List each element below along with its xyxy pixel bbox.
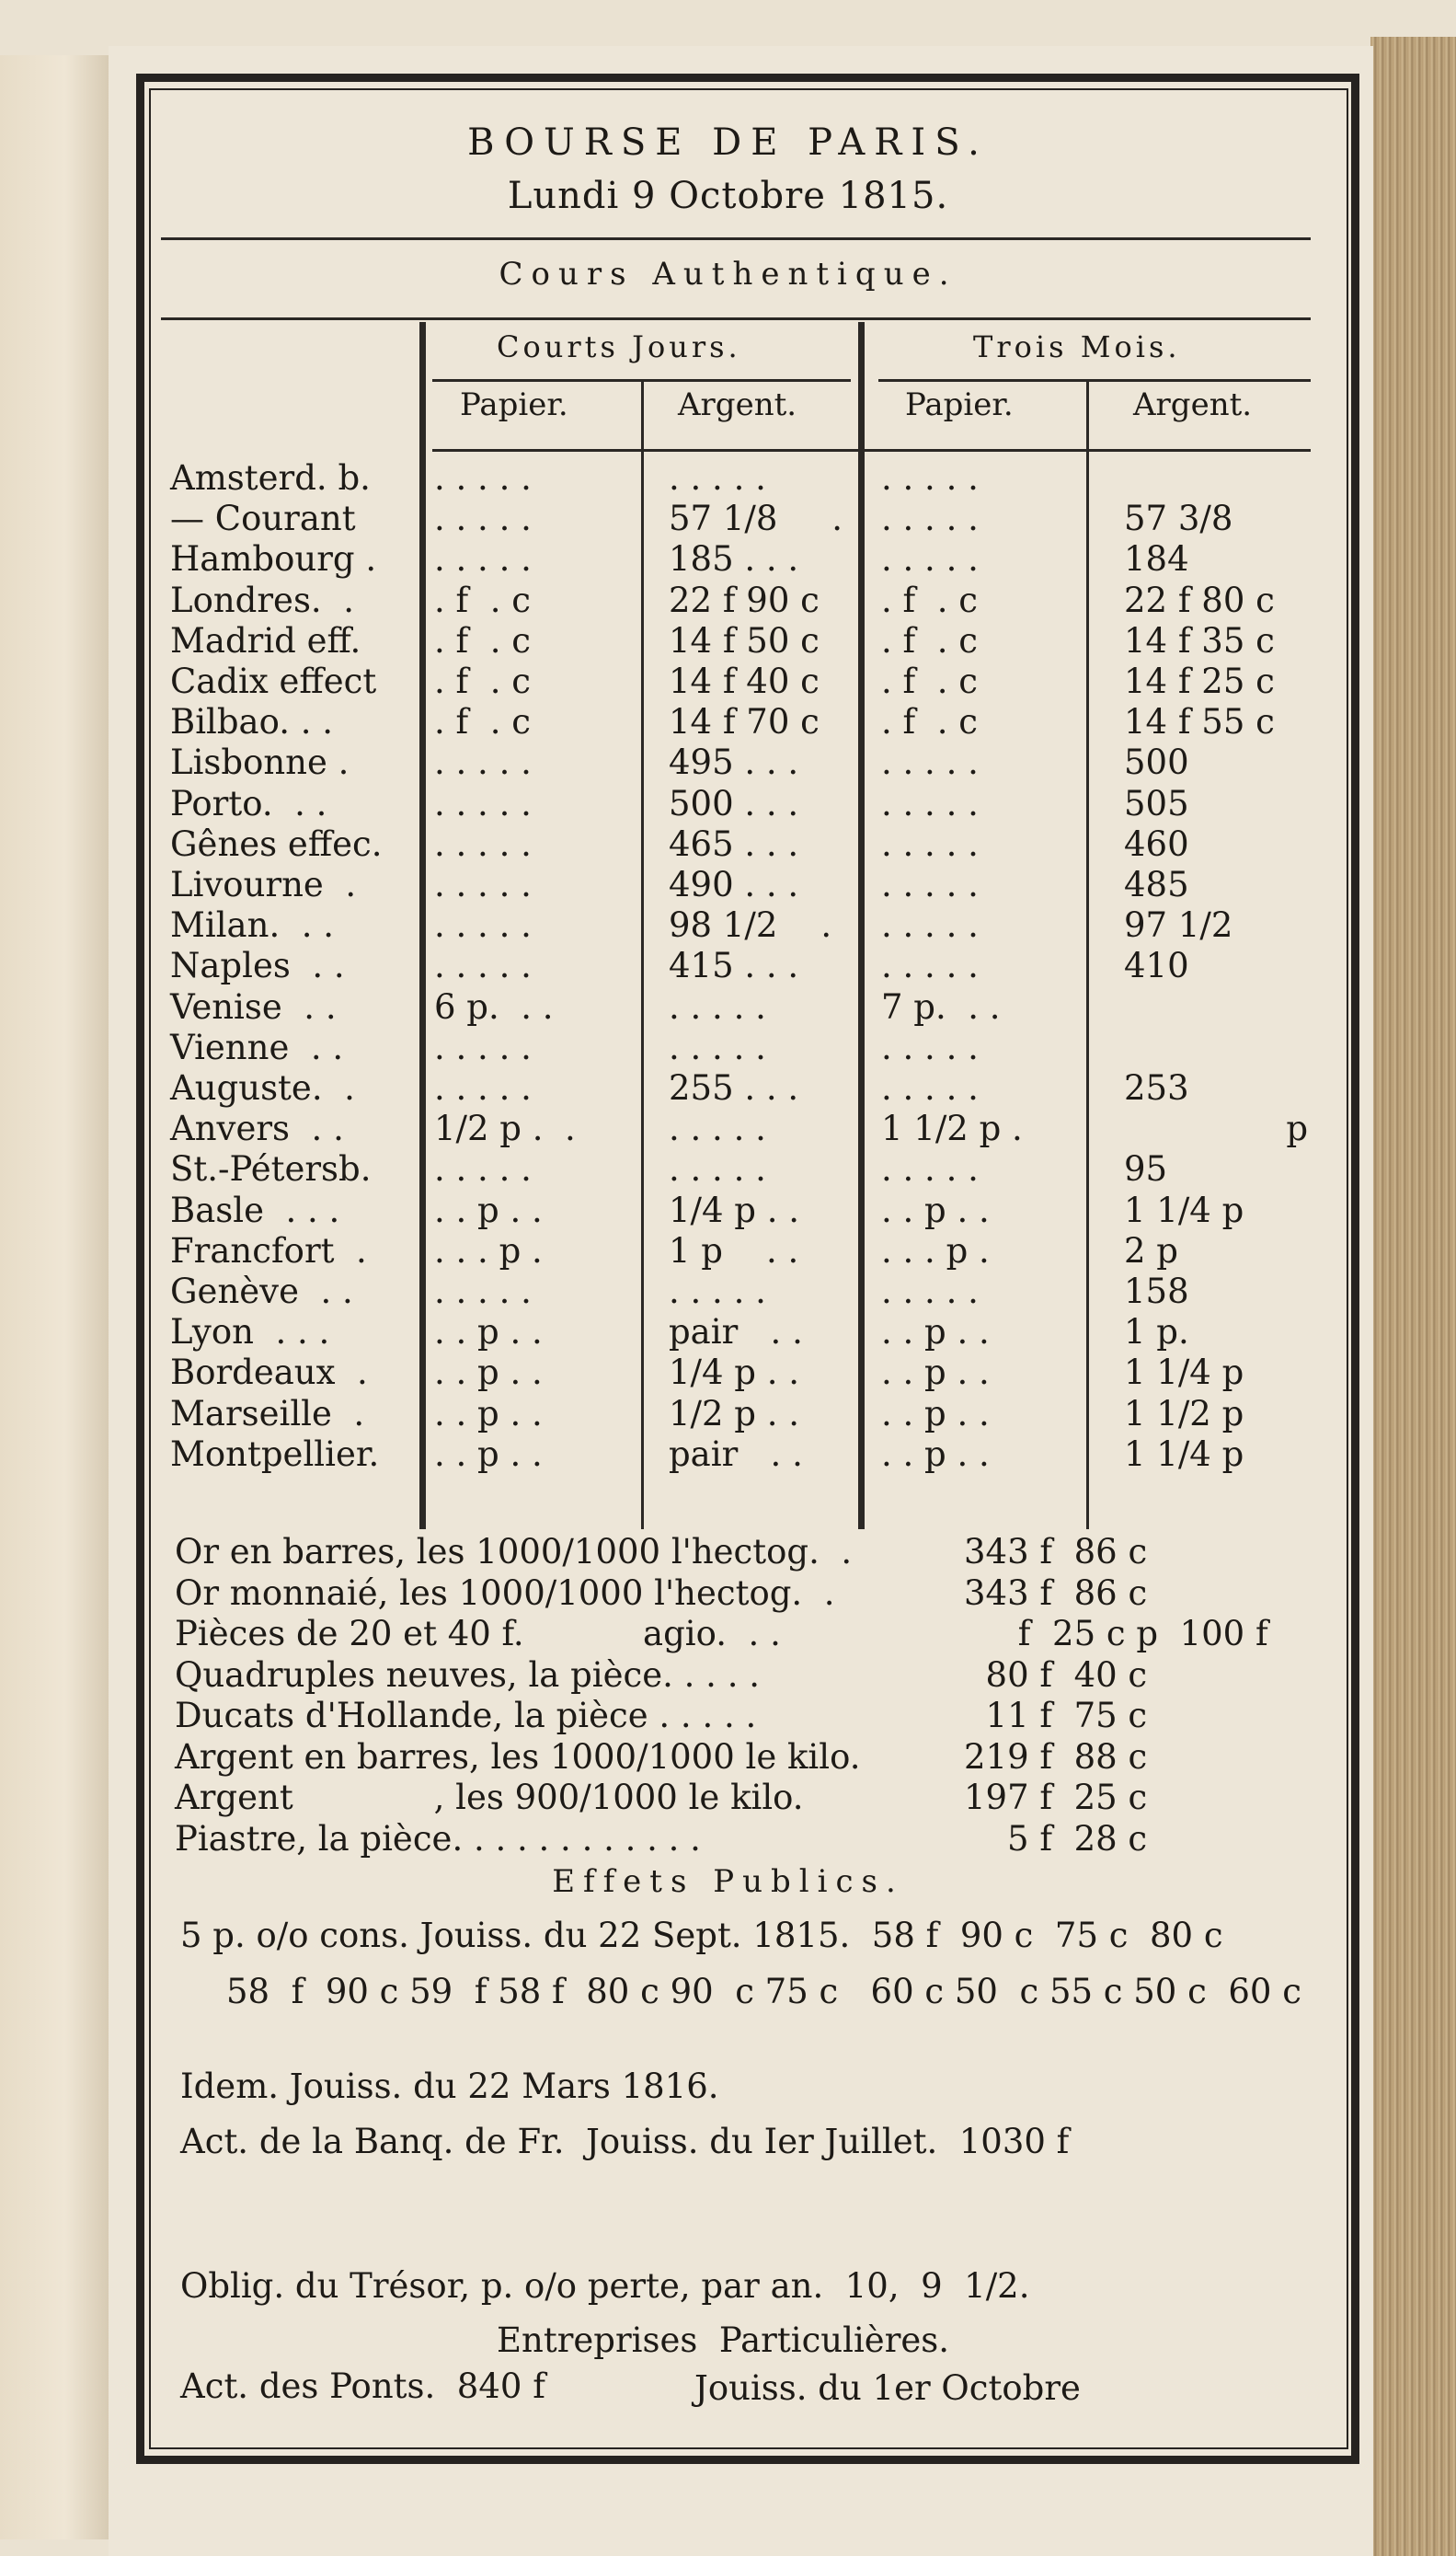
- row-tm-papier: . . . . .: [881, 458, 979, 498]
- section-cours-authentique: Cours Authentique.: [499, 256, 957, 293]
- row-tm-papier: . . . . .: [881, 865, 979, 904]
- idem-line: Idem. Jouiss. du 22 Mars 1816.: [180, 2067, 719, 2106]
- act-ponts-line: Act. des Ponts. 840 f: [180, 2366, 545, 2406]
- row-tm-argent: 158: [1124, 1272, 1189, 1311]
- row-cj-argent: . . . . .: [669, 1272, 766, 1311]
- row-cj-argent: 98 1/2 .: [669, 905, 832, 946]
- row-cj-argent: 1/4 p . .: [669, 1190, 800, 1230]
- row-tm-papier: 1 1/2 p .: [881, 1109, 1023, 1149]
- row-tm-papier: . . . . .: [881, 1027, 979, 1067]
- cours-rule: [161, 317, 1311, 320]
- group-courts-jours: Courts Jours.: [497, 329, 741, 364]
- group-trois-mois: Trois Mois.: [973, 329, 1181, 364]
- date-line: Lundi 9 Octobre 1815.: [507, 175, 949, 217]
- row-cj-argent: 185 . . .: [669, 539, 799, 580]
- row-tm-papier: . . p . .: [881, 1433, 990, 1474]
- row-tm-argent: 2 p: [1124, 1230, 1178, 1271]
- row-cj-papier: . . p . .: [434, 1393, 543, 1433]
- row-cj-argent: 255 . . .: [669, 1068, 799, 1108]
- row-cj-papier: . . . . .: [434, 865, 532, 904]
- metal-value: 343 f 86 c: [964, 1532, 1148, 1572]
- row-cj-argent: . . . . .: [669, 1149, 766, 1190]
- row-tm-papier: . . p . .: [881, 1353, 990, 1393]
- col-cj-papier: Papier.: [460, 386, 568, 423]
- row-cj-argent: 57 1/8 .: [669, 499, 843, 539]
- row-cj-papier: . . . . .: [434, 783, 532, 823]
- row-cj-papier: 1/2 p . .: [434, 1109, 576, 1149]
- metal-value: 197 f 25 c: [964, 1778, 1148, 1817]
- row-place: Cadix effect: [170, 662, 377, 701]
- metal-label: Or en barres, les 1000/1000 l'hectog. .: [175, 1532, 853, 1572]
- row-cj-papier: . . . . .: [434, 539, 532, 580]
- page-title: BOURSE DE PARIS.: [467, 121, 989, 164]
- row-place: Basle . . .: [170, 1190, 340, 1230]
- metal-label: Argent en barres, les 1000/1000 le kilo.: [175, 1736, 861, 1777]
- row-tm-papier: . . p . .: [881, 1190, 990, 1230]
- row-tm-argent: p: [1124, 1109, 1309, 1149]
- row-cj-papier: . f . c: [434, 702, 531, 743]
- row-cj-argent: 465 . . .: [669, 823, 799, 864]
- vrule-cj: [641, 382, 644, 1529]
- col-tm-papier: Papier.: [905, 386, 1014, 423]
- column-header-rule: [432, 449, 1311, 452]
- row-cj-argent: pair . .: [669, 1312, 803, 1353]
- row-cj-argent: . . . . .: [669, 986, 766, 1027]
- row-tm-papier: . . . . .: [881, 946, 979, 986]
- row-tm-argent: 57 3/8: [1124, 499, 1233, 539]
- row-cj-argent: 1/2 p . .: [669, 1393, 800, 1433]
- row-place: Hambourg .: [170, 539, 377, 580]
- row-tm-argent: 97 1/2: [1124, 905, 1233, 946]
- row-tm-argent: 505: [1124, 783, 1189, 823]
- oblig-tresor-line: Oblig. du Trésor, p. o/o perte, par an. 10, 9 1/2.: [180, 2266, 1030, 2306]
- row-cj-argent: . . . . .: [669, 1027, 766, 1067]
- row-place: Gênes effec.: [170, 823, 383, 864]
- row-place: Livourne .: [170, 865, 357, 904]
- row-tm-argent: 253: [1124, 1068, 1189, 1108]
- row-tm-argent: 14 f 25 c: [1124, 662, 1275, 701]
- row-cj-papier: . . . . .: [434, 1272, 532, 1311]
- metal-label: Piastre, la pièce. . . . . . . . . . . .: [175, 1818, 701, 1859]
- row-tm-argent: 22 f 80 c: [1124, 580, 1275, 620]
- row-cj-papier: . . . . .: [434, 1149, 532, 1190]
- row-cj-papier: . . . . .: [434, 946, 532, 986]
- metal-label: Pièces de 20 et 40 f. agio. . .: [175, 1614, 781, 1653]
- section-effets-publics: Effets Publics.: [552, 1863, 904, 1900]
- row-tm-argent: 410: [1124, 946, 1189, 986]
- row-place: Milan. . .: [170, 905, 335, 946]
- row-place: Bilbao. . .: [170, 702, 334, 743]
- row-tm-papier: . f . c: [881, 702, 978, 743]
- row-place: Auguste. .: [170, 1068, 355, 1108]
- left-page-margin: [0, 55, 109, 2539]
- row-place: Francfort .: [170, 1230, 367, 1271]
- row-tm-argent: 184: [1124, 539, 1189, 580]
- row-place: Montpellier.: [170, 1433, 380, 1474]
- row-tm-papier: . . . . .: [881, 539, 979, 580]
- row-place: Londres. .: [170, 580, 354, 620]
- row-cj-papier: . . p . .: [434, 1190, 543, 1230]
- header-rule: [161, 237, 1311, 240]
- metal-value: 11 f 75 c: [964, 1696, 1148, 1735]
- row-cj-argent: 1/4 p . .: [669, 1353, 800, 1393]
- row-place: Porto. . .: [170, 783, 327, 823]
- row-tm-papier: 7 p. . .: [881, 986, 1001, 1027]
- row-tm-papier: . f . c: [881, 620, 978, 661]
- row-place: Amsterd. b.: [170, 458, 371, 498]
- row-tm-argent: 1 1/2 p: [1124, 1393, 1244, 1433]
- metal-value: 80 f 40 c: [964, 1654, 1148, 1695]
- metal-value: f 25 c p 100 f: [964, 1614, 1268, 1653]
- row-cj-argent: 500 . . .: [669, 783, 799, 823]
- metal-value: 343 f 86 c: [964, 1572, 1148, 1613]
- row-cj-papier: . . . . .: [434, 905, 532, 946]
- row-tm-papier: . . . . .: [881, 743, 979, 783]
- row-cj-argent: 22 f 90 c: [669, 580, 820, 620]
- row-cj-argent: . . . . .: [669, 458, 766, 498]
- row-cj-papier: . . . . .: [434, 743, 532, 783]
- row-tm-argent: 14 f 35 c: [1124, 620, 1275, 661]
- metal-label: Argent , les 900/1000 le kilo.: [175, 1778, 804, 1817]
- row-tm-argent: 1 1/4 p: [1124, 1353, 1244, 1393]
- row-cj-argent: 14 f 70 c: [669, 702, 820, 743]
- row-cj-papier: . . p . .: [434, 1433, 543, 1474]
- vrule-places: [419, 322, 426, 1529]
- row-cj-papier: . . p . .: [434, 1353, 543, 1393]
- row-cj-papier: . f . c: [434, 662, 531, 701]
- row-place: Lyon . . .: [170, 1312, 330, 1353]
- row-cj-papier: . . . . .: [434, 1027, 532, 1067]
- row-tm-papier: . f . c: [881, 662, 978, 701]
- trois-mois-rule: [878, 379, 1311, 382]
- entreprises-heading: Entreprises Particulières.: [497, 2320, 950, 2360]
- row-tm-papier: . f . c: [881, 580, 978, 620]
- metal-value: 219 f 88 c: [964, 1736, 1148, 1777]
- effets-line-1: 5 p. o/o cons. Jouiss. du 22 Sept. 1815. 58 f 90 c 75 c 80 c: [180, 1916, 1223, 1955]
- vrule-middle: [858, 322, 865, 1529]
- row-cj-papier: . . . . .: [434, 499, 532, 539]
- row-place: Marseille .: [170, 1393, 365, 1433]
- row-place: Bordeaux .: [170, 1353, 368, 1393]
- row-place: Madrid eff.: [170, 620, 361, 661]
- row-cj-papier: 6 p. . .: [434, 986, 554, 1027]
- row-place: St.-Pétersb.: [170, 1149, 372, 1190]
- vrule-tm: [1086, 382, 1089, 1529]
- row-tm-papier: . . . . .: [881, 1068, 979, 1108]
- row-tm-argent: 1 1/4 p: [1124, 1190, 1244, 1230]
- row-place: Venise . .: [170, 986, 337, 1027]
- row-tm-papier: . . p . .: [881, 1393, 990, 1433]
- row-cj-argent: . . . . .: [669, 1109, 766, 1149]
- row-cj-papier: . f . c: [434, 580, 531, 620]
- row-tm-argent: 95: [1124, 1149, 1168, 1190]
- metal-label: Quadruples neuves, la pièce. . . . .: [175, 1654, 760, 1695]
- page-edge: [1370, 37, 1456, 2556]
- row-tm-papier: . . . . .: [881, 1149, 979, 1190]
- row-cj-argent: 1 p . .: [669, 1230, 799, 1271]
- row-cj-papier: . . . . .: [434, 458, 532, 498]
- row-cj-argent: 14 f 50 c: [669, 620, 820, 661]
- col-cj-argent: Argent.: [678, 386, 797, 423]
- row-place: Anvers . .: [170, 1109, 344, 1149]
- row-cj-argent: 415 . . .: [669, 946, 799, 986]
- metal-label: Or monnaié, les 1000/1000 l'hectog. .: [175, 1572, 835, 1613]
- act-ponts-jouiss: Jouiss. du 1er Octobre: [694, 2368, 1081, 2408]
- metal-label: Ducats d'Hollande, la pièce . . . . .: [175, 1696, 757, 1735]
- row-cj-papier: . . p . .: [434, 1312, 543, 1353]
- row-tm-argent: 460: [1124, 823, 1189, 864]
- row-tm-papier: . . . . .: [881, 783, 979, 823]
- row-tm-argent: 1 p.: [1124, 1312, 1189, 1353]
- row-tm-papier: . . . . .: [881, 1272, 979, 1311]
- row-place: Genève . .: [170, 1272, 353, 1311]
- row-tm-papier: . . . p .: [881, 1230, 990, 1271]
- act-banque-line: Act. de la Banq. de Fr. Jouiss. du Ier Juillet. 1030 f: [180, 2122, 1070, 2161]
- row-tm-papier: . . . . .: [881, 499, 979, 539]
- row-tm-papier: . . . . .: [881, 905, 979, 946]
- row-tm-argent: 1 1/4 p: [1124, 1433, 1244, 1474]
- row-cj-papier: . f . c: [434, 620, 531, 661]
- row-cj-papier: . . . p .: [434, 1230, 543, 1271]
- effets-line-2: 58 f 90 c 59 f 58 f 80 c 90 c 75 c 60 c 50 c 55 c 50 c 60 c: [226, 1972, 1301, 2011]
- row-tm-papier: . . . . .: [881, 823, 979, 864]
- row-cj-argent: 495 . . .: [669, 743, 799, 783]
- row-cj-argent: pair . .: [669, 1433, 803, 1474]
- row-cj-papier: . . . . .: [434, 823, 532, 864]
- row-place: Lisbonne .: [170, 743, 350, 783]
- row-place: — Courant: [170, 499, 356, 539]
- row-cj-argent: 14 f 40 c: [669, 662, 820, 701]
- row-place: Vienne . .: [170, 1027, 344, 1067]
- row-tm-argent: 485: [1124, 865, 1189, 904]
- row-tm-argent: 14 f 55 c: [1124, 702, 1275, 743]
- metal-value: 5 f 28 c: [964, 1818, 1148, 1859]
- row-cj-argent: 490 . . .: [669, 865, 799, 904]
- row-tm-argent: 500: [1124, 743, 1189, 783]
- col-tm-argent: Argent.: [1133, 386, 1253, 423]
- row-cj-papier: . . . . .: [434, 1068, 532, 1108]
- row-tm-papier: . . p . .: [881, 1312, 990, 1353]
- row-place: Naples . .: [170, 946, 345, 986]
